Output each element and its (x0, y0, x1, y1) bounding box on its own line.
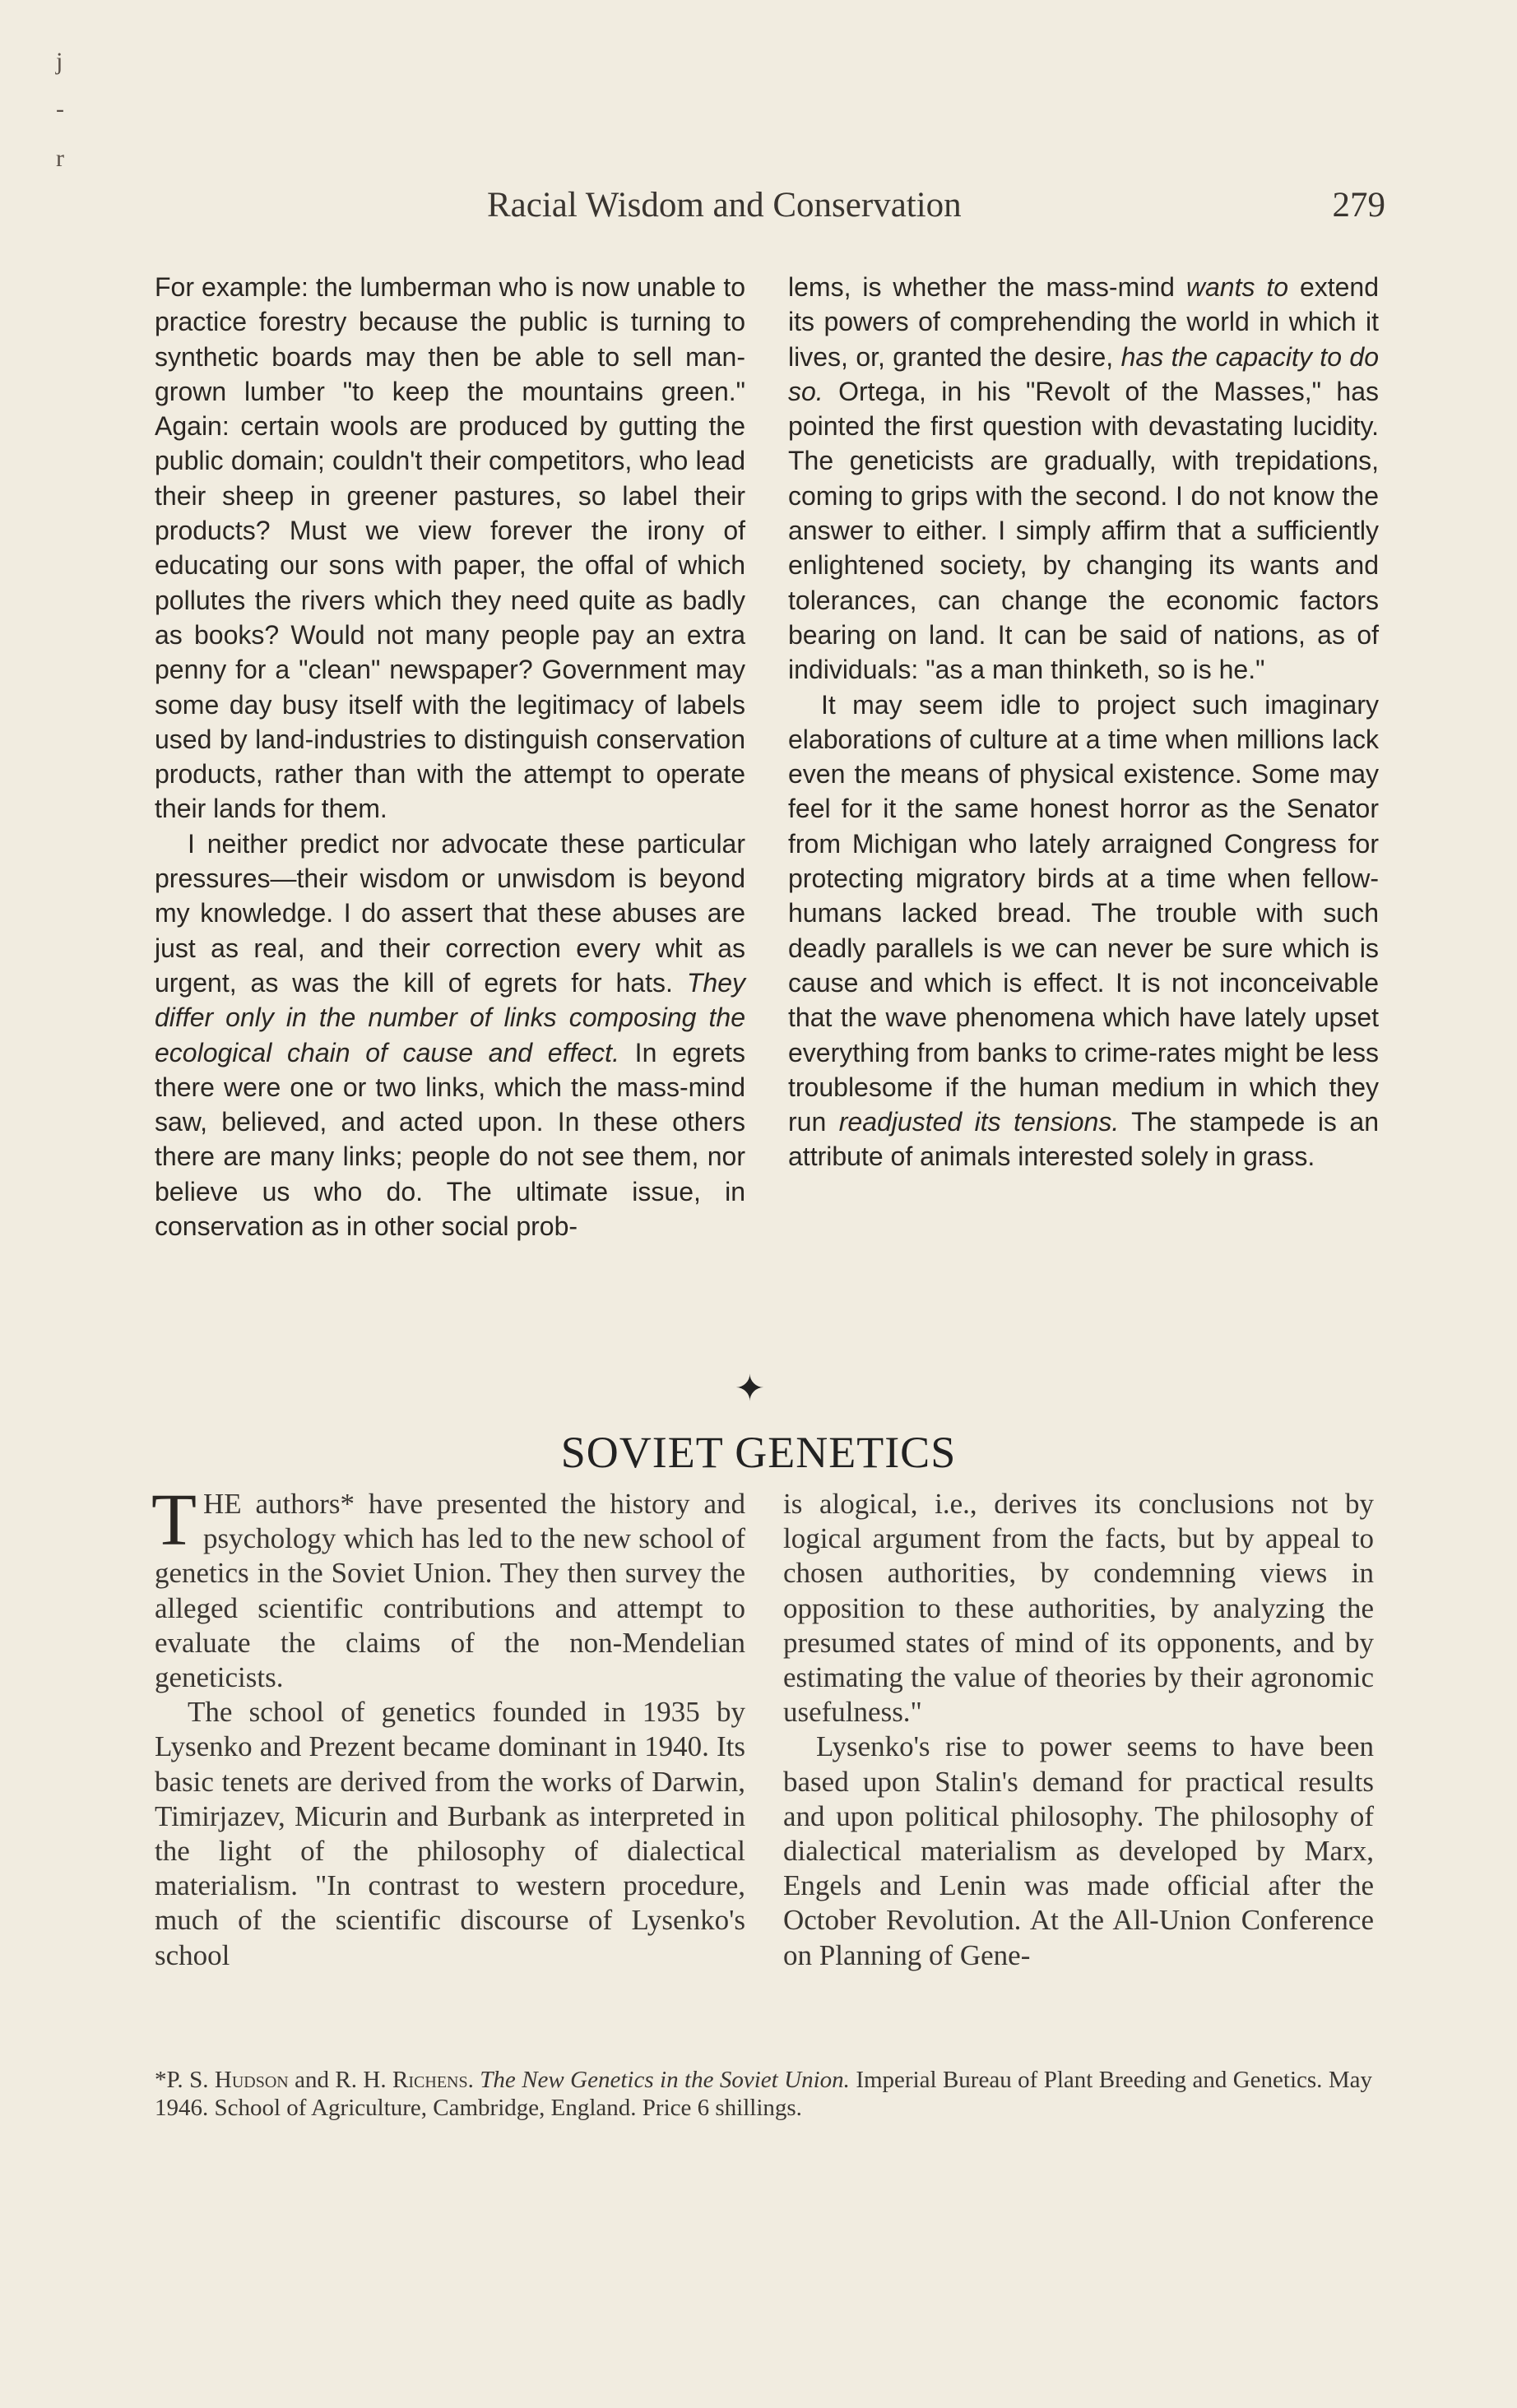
article-two-left-column (151, 1480, 745, 1973)
italic-text: readjusted its tensions. (838, 1107, 1120, 1137)
paragraph (155, 827, 745, 1244)
text-run: Imperial Bureau of Plant Breeding and Genetics. May 1946. School of Agriculture, Cambridge, England. Price 6 shillings. (155, 2067, 1373, 2121)
running-head (0, 185, 1517, 234)
paragraph (788, 688, 1379, 1174)
text-run: and R. H. (288, 2067, 393, 2093)
italic-text: The New Genetics in the Soviet Union. (480, 2067, 850, 2093)
italic-text: has the capacity to do so. (788, 341, 1380, 406)
text-run: The school of genetics founded in 1935 by Lysenko and Prezent became dominant in 1940. Its basic tenets are derived from the works of Darwin, Timirjazev, Micurin and Burbank as interpreted in the light of the philosophy of dialectical materialism. "In contrast to western procedure, much of the scientific discourse of Lysenko's school (155, 1696, 745, 1971)
text-run: It may seem idle to project such imaginary elaborations of culture at a time when millions lack even the means of physical existence. Some may feel for it the same honest horror as the Senator from Michigan who lately arraigned Congress for protecting migratory birds at a time when fellow-humans lacked bread. The trouble with such deadly parallels is we can never be sure which is cause and which is effect. It is not inconceivable that the wave phenomena which have lately upset everything from banks to crime-rates might be less troublesome if the human medium in which they run (788, 689, 1379, 1137)
article-one-right-column (788, 270, 1379, 1174)
italic-text: wants to (1185, 272, 1289, 302)
paragraph (783, 1730, 1374, 1972)
paragraph-text (155, 1488, 745, 1693)
text-run: lems, is whether the mass-mind (788, 272, 1186, 302)
text-run: The stampede is an attribute of animals interested solely in grass. (788, 1107, 1380, 1172)
article-two-right-column (783, 1487, 1374, 1973)
text-run: . (467, 2067, 480, 2093)
italic-text: They differ only in the number of links composing the ecological chain of cause and effect. (155, 967, 745, 1067)
paragraph (155, 270, 745, 827)
paragraph (788, 270, 1379, 688)
margin-mark: - (56, 95, 64, 123)
small-caps-text: Hudson (214, 2067, 289, 2093)
small-caps-text: Richens (392, 2067, 468, 2093)
paragraph (151, 1480, 745, 1695)
footnote (155, 2066, 1372, 2122)
page-number: 279 (1332, 186, 1385, 225)
text-run: In egrets there were one or two links, which the mass-mind saw, believed, and acted upon. In these others there are many links; people do not see them, nor believe us who do. The ultimate issue, in conservation as in other social prob- (155, 1037, 746, 1242)
text-run: HE authors* have presented the history and psychology which has led to the new school of genetics in the Soviet Union. They then survey the alleged scientific contributions and attempt to evaluate the claims of the non-Mendelian geneticists. (155, 1488, 745, 1694)
text-run: I neither predict nor advocate these particular pressures—their wisdom or unwisdom is beyond my knowledge. I do assert that these abuses are just as real, and their correction every whit as urgent, as was the kill of egrets for hats. (155, 828, 745, 998)
article-one-left-column (155, 270, 745, 1243)
text-run: Ortega, in his "Revolt of the Masses," has pointed the first question with devastating lucidity. The geneticists are gradually, with trepidations, coming to grips with the second. I do not know the answer to either. I simply affirm that a sufficiently enlightened society, by changing its wants and tolerances, can change the economic factors bearing on land. It can be said of nations, as of individuals: "as a man thinketh, so is he." (788, 376, 1379, 685)
section-ornament-icon: ✦ (735, 1368, 765, 1409)
section-title: SOVIET GENETICS (560, 1428, 957, 1477)
text-run: is alogical, i.e., derives its conclusions not by logical argument from the facts, but by appeal to chosen authorities, by condemning views in opposition to these authorities, by analyzing the presumed states of mind of its opponents, and by estimating the value of theories by their agronomic usefulness." (783, 1488, 1374, 1729)
margin-mark: j (56, 48, 63, 75)
paragraph (783, 1487, 1374, 1730)
text-run: Lysenko's rise to power seems to have been based upon Stalin's demand for practical results and upon political philosophy. The philosophy of dialectical materialism as developed by Marx, Engels and Lenin was made official after the October Revolution. At the All-Union Conference on Planning of Gene- (783, 1730, 1374, 1971)
text-run: extend its powers of comprehending the world in which it lives, or, granted the desire, (788, 272, 1380, 372)
text-run: For example: the lumberman who is now unable to practice forestry because the public is turning to synthetic boards may then be able to sell man-grown lumber "to keep the mountains green." Again: certain wools are produced by gutting the public domain; couldn't their competitors, who lead their sheep in greener pastures, so label their products? Must we view forever the irony of educating our sons with paper, the offal of which pollutes the rivers which they need quite as badly as books? Would not many people pay an extra penny for a "clean" newspaper? Government may some day busy itself with the legitimacy of labels used by land-industries to distinguish conservation products, rather than with the attempt to operate their lands for them. (155, 272, 745, 824)
running-head-title: Racial Wisdom and Conservation (487, 186, 962, 225)
text-run: *P. S. (155, 2067, 215, 2093)
margin-mark: r (56, 145, 64, 172)
drop-cap: T (151, 1480, 197, 1561)
paragraph (155, 1695, 745, 1973)
